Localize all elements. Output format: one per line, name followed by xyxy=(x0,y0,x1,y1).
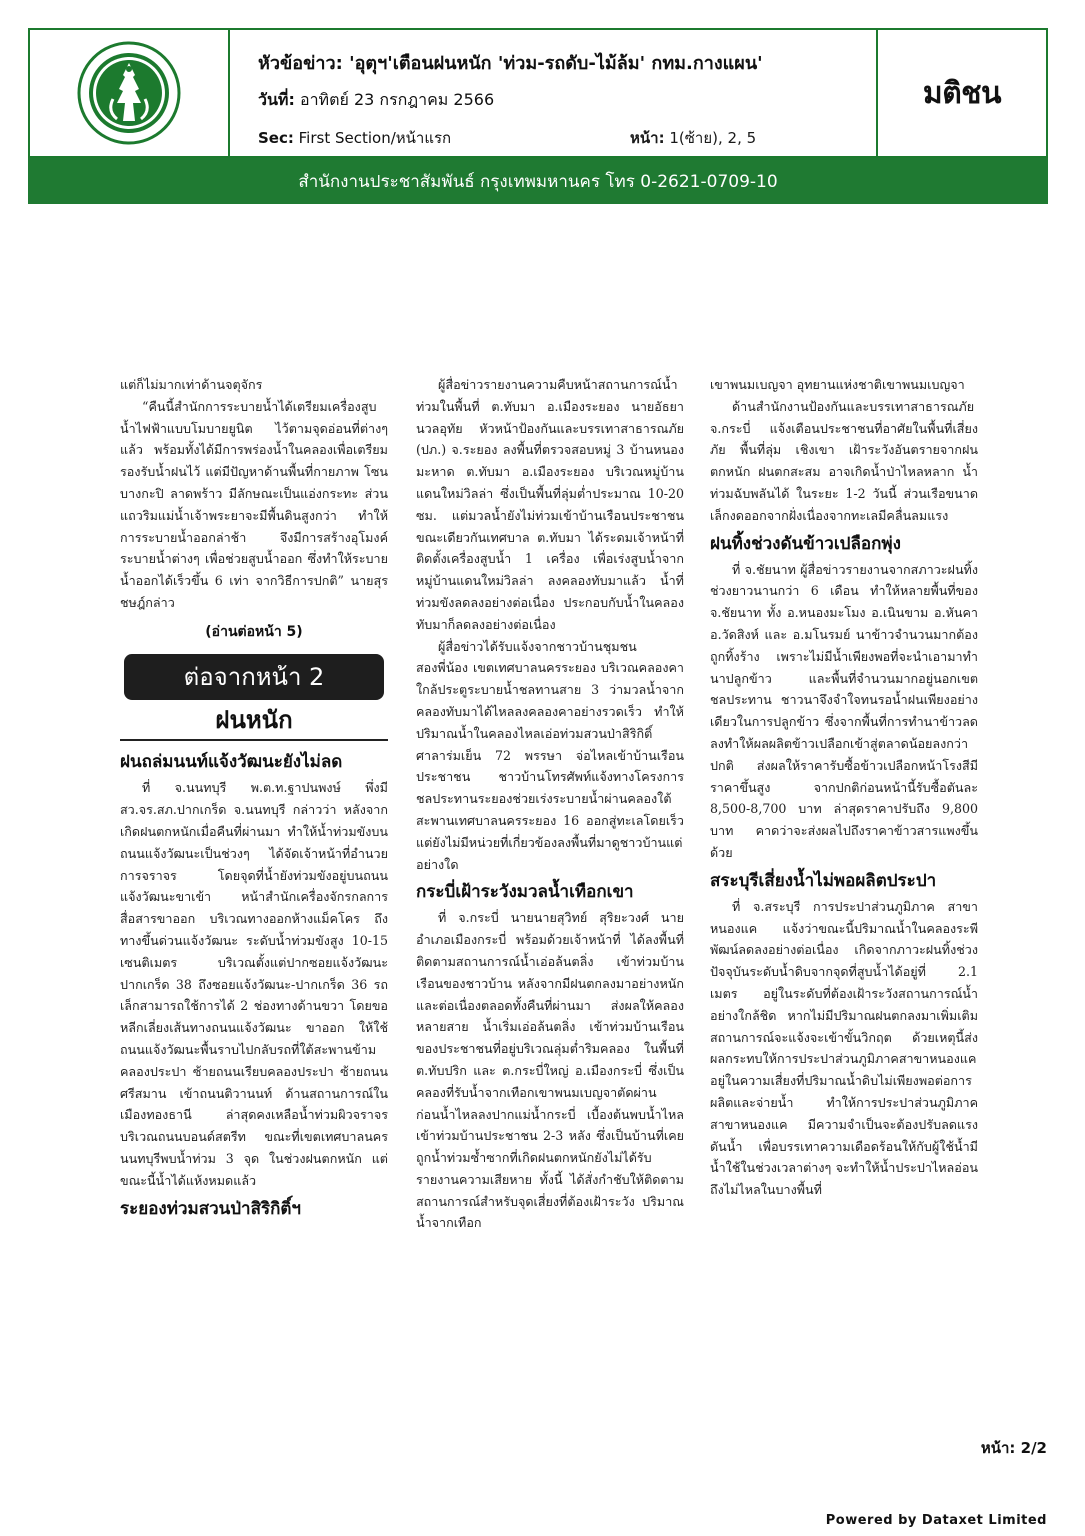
date-line xyxy=(258,88,494,113)
page-text: 1(ซ้าย), 2, 5 xyxy=(664,129,757,147)
read-more-note: (อ่านต่อหน้า 5) xyxy=(205,623,303,640)
logo-cell xyxy=(30,30,230,156)
continued-badge: ต่อจากหน้า 2 xyxy=(124,654,384,700)
section-title: ฝนหนัก xyxy=(120,710,388,742)
meta-cell xyxy=(230,30,878,156)
article-column-1 xyxy=(120,374,388,1224)
paragraph: เขาพนมเบญจา อุทยานแห่งชาติเขาพนมเบญจา xyxy=(710,377,965,392)
page-label: หน้า: xyxy=(630,129,665,147)
contact-banner: สำนักงานประชาสัมพันธ์ กรุงเทพมหานคร โทร 0-2621-0709-10 xyxy=(28,158,1048,204)
date-text: อาทิตย์ 23 กรกฎาคม 2566 xyxy=(294,90,495,109)
subheading: ฝนถล่มนนท์แจ้งวัฒนะยังไม่ลด xyxy=(120,752,343,773)
headline-label: หัวข้อข่าว: xyxy=(258,53,343,74)
subheading: กระบี่เฝ้าระวังมวลน้ำเทือกเขา xyxy=(416,882,634,903)
bangkok-seal-logo xyxy=(77,41,181,145)
paragraph: ที่ จ.ชัยนาท ผู้สื่อข่าวรายงานจากสภาวะฝนทิ้งช่วงยาวนานกว่า 6 เดือน ทำให้หลายพื้นที่ของ จ.ชัยนาท ทั้ง อ.หนองมะโมง อ.เนินขาม อ.หันคา อ.วัดสิงห์ และ อ.มโนรมย์ นาข้าวจำนวนมากต้องถูกทิ้งร้าง เพราะไม่มีน้ำเพียงพอที่จะนำเอามาทำนาปลูกข้าว และพื้นที่จำนวนมากอยู่นอกเขตชลประทาน ชาวนาจึงจำใจทนรอน้ำฝนเพียงอย่างเดียวในการปลูกข้าว ซึ่งจากพื้นที่การทำนาข้าวลดลงทำให้ผลผลิตข้าวเปลือกเข้าสู่ตลาดน้อยลงกว่าปกติ ส่งผลให้ราคารับซื้อข้าวเปลือกหน้าโรงสีมีราคาขึ้นสูง จากปกติก่อนหน้านี้รับซื้อตันละ 8,500-8,700 บาท ล่าสุดราคาปรับถึง 9,800 บาท คาดว่าจะส่งผลไปถึงราคาข้าวสารแพงขึ้นด้วย xyxy=(710,561,978,860)
paragraph: แต่ก็ไม่มากเท่าด้านจตุจักร xyxy=(120,377,263,392)
sec-label: Sec: xyxy=(258,129,294,147)
paragraph: “คืนนี้สำนักการระบายน้ำได้เตรียมเครื่องสูบน้ำไฟฟ้าแบบโมบายยูนิต ไว้ตามจุดอ่อนที่ต่างๆ แล้ว พร้อมทั้งได้มีการพร่องน้ำในคลองเพื่อเตรียมรองรับน้ำฝนไว้ แต่มีปัญหาด้านพื้นที่กายภาพ โซนบางกะปิ ลาดพร้าว มีลักษณะเป็นแอ่งกระทะ ส่วนแถวริมแม่น้ำเจ้าพระยาจะมีพื้นดินสูงกว่า ทำให้การระบายน้ำออกล่าช้า จึงมีการสร้างอุโมงค์ระบายน้ำต่างๆ เพื่อช่วยสูบน้ำออก ซึ่งทำให้ระบายน้ำออกได้เร็วขึ้น 6 เท่า จากวิธีการปกติ” นายสุรชษฎ์กล่าว xyxy=(120,398,388,610)
subheading: ระยองท่วมสวนป่าสิริกิติ์ฯ xyxy=(120,1198,301,1219)
paragraph: ที่ จ.สระบุรี การประปาส่วนภูมิภาค สาขาหนองแค แจ้งว่าขณะนี้ปริมาณน้ำในคลองระพีพัฒน์ลดลงอย่างต่อเนื่อง เกิดจากภาวะฝนทิ้งช่วง ปัจจุบันระดับน้ำดิบจากจุดที่สูบน้ำได้อยู่ที่ 2.1 เมตร อยู่ในระดับที่ต้องเฝ้าระวังสถานการณ์น้ำอย่างใกล้ชิด หากไม่มีปริมาณฝนตกลงมาเพิ่มเติม สถานการณ์จะแจ้งจะเข้าขั้นวิกฤต ด้วยเหตุนี้ส่งผลกระทบให้การประปาส่วนภูมิภาคสาขาหนองแค อยู่ในความเสี่ยงที่ปริมาณน้ำดิบไม่เพียงพอต่อการผลิตและจ่ายน้ำ ทำให้การประปาส่วนภูมิภาคสาขาหนองแค มีความจำเป็นจะต้องปรับลดแรงดันน้ำ เพื่อบรรเทาความเดือดร้อนให้กับผู้ใช้น้ำมีน้ำใช้ในช่วงเวลาต่างๆ จะทำให้น้ำประปาไหลอ่อนถึงไม่ไหลในบางพื้นที่ xyxy=(710,898,978,1198)
subheading: ฝนทิ้งช่วงดันข้าวเปลือกพุ่ง xyxy=(710,533,901,554)
headline xyxy=(258,48,763,77)
paragraph: ผู้สื่อข่าวรายงานความคืบหน้าสถานการณ์น้ำท่วมในพื้นที่ ต.ทับมา อ.เมืองระยอง นายอัธยา นวลอุทัย หัวหน้าป้องกันและบรรเทาสาธารณภัย (ปภ.) จ.ระยอง ลงพื้นที่ตรวจสอบหมู่ 3 บ้านหนองมะหาด ต.ทับมา อ.เมืองระยอง บริเวณหมู่บ้านแดนใหม่วิลล่า ซึ่งเป็นพื้นที่ลุ่มต่ำประมาณ 10-20 ซม. แต่มวลน้ำยังไม่ท่วมเข้าบ้านเรือนประชาชน ขณะเดียวกันเทศบาล ต.ทับมา ได้ระดมเจ้าหน้าที่ติดตั้งเครื่องสูบน้ำ 1 เครื่อง เพื่อเร่งสูบน้ำจากหมู่บ้านแดนใหม่วิลล่า ลงคลองทับมาแล้ว น้ำที่ท่วมขังลดลงอย่างต่อเนื่อง ประกอบกับน้ำในคลองทับมาก็ลดลงอย่างต่อเนื่อง xyxy=(416,377,684,632)
newspaper-name: มติชน xyxy=(922,75,1002,111)
paragraph: ด้านสำนักงานป้องกันและบรรเทาสาธารณภัย จ.กระบี่ แจ้งเตือนประชาชนที่อาศัยในพื้นที่เสี่ยงภัย พื้นที่ลุ่ม เชิงเขา เฝ้าระวังอันตรายจากฝนตกหนัก ฝนตกสะสม อาจเกิดน้ำป่าไหลหลาก น้ำท่วมฉับพลันได้ ในระยะ 1-2 วันนี้ ส่วนเรือขนาดเล็กงดออกจากฝั่งเนื่องจากทะเลมีคลื่นลมแรง xyxy=(710,398,978,523)
headline-text: 'อุตุฯ'เตือนฝนหนัก 'ท่วม-รถดับ-ไม้ล้ม' กทม.กางแผน' xyxy=(342,53,763,74)
clipping-header xyxy=(28,28,1048,158)
section-line xyxy=(258,126,451,150)
page-number: หน้า: 2/2 xyxy=(980,1439,1047,1457)
subheading: สระบุรีเสี่ยงน้ำไม่พอผลิตประปา xyxy=(710,870,937,891)
paragraph: ที่ จ.นนทบุรี พ.ต.ท.ฐาปนพงษ์ พึ่งมี สว.จร.สภ.ปากเกร็ด จ.นนทบุรี กล่าวว่า หลังจากเกิดฝนตกหนักเมื่อคืนที่ผ่านมา ทำให้น้ำท่วมขังบนถนนแจ้งวัฒนะเป็นช่วงๆ ได้จัดเจ้าหน้าที่อำนวยการจราจร โดยจุดที่น้ำยังท่วมขังอยู่บนถนนแจ้งวัฒนะขาเข้า หน้าสำนักเครื่องจักรกลการสื่อสารขาออก บริเวณทางออกห้างแม็คโคร ถึงทางขึ้นด่วนแจ้งวัฒนะ ระดับน้ำท่วมขังสูง 10-15 เซนติเมตร บริเวณตั้งแต่ปากซอยแจ้งวัฒนะ ปากเกร็ด 38 ถึงซอยแจ้งวัฒนะ-ปากเกร็ด 36 รถเล็กสามารถใช้การได้ 2 ช่องทางด้านขวา โดยขอหลีกเลี่ยงเส้นทางถนนแจ้งวัฒนะ ขาออก ให้ใช้ถนนแจ้งวัฒนะพื้นราบไปกลับรถที่ใต้สะพานข้ามคลองประปา ซ้ายถนนเรียบคลองประปา ซ้ายถนนศรีสมาน เข้าถนนติวานนท์ ด้านสถานการณ์ในเมืองทองธานี ล่าสุดคงเหลือน้ำท่วมผิวจราจรบริเวณถนนบอนด์สตรีท ขณะที่เขตเทศบาลนครนนทบุรีพบน้ำท่วม 3 จุด ในช่วงฝนตกหนัก แต่ขณะนี้น้ำได้แห้งหมดแล้ว xyxy=(120,780,388,1188)
sec-text: First Section/หน้าแรก xyxy=(293,129,452,147)
paragraph: ผู้สื่อข่าวได้รับแจ้งจากชาวบ้านชุมชนสองพี่น้อง เขตเทศบาลนครระยอง บริเวณคลองคาใกล้ประตูระบายน้ำชลทานสาย 3 ว่ามวลน้ำจากคลองทับมาได้ไหลลงคลองคาอย่างรวดเร็ว ทำให้ปริมาณน้ำในคลองไหลเอ่อท่วมสวนป่าสิริกิติ์ ศาลาร่มเย็น 72 พรรษา จ่อไหลเข้าบ้านเรือนประชาชน ชาวบ้านโทรศัพท์แจ้งทางโครงการชลประทานระยองช่วยเร่งระบายน้ำผ่านคลองใต้สะพานเทศบาลนครระยอง 16 ออกสู่ทะเลโดยเร็ว แต่ยังไม่มีหน่วยที่เกี่ยวข้องลงพื้นที่มาดูชาวบ้านแต่อย่างใด xyxy=(416,638,684,872)
article-column-3 xyxy=(710,374,978,1201)
page-line xyxy=(630,126,756,150)
paper-cell xyxy=(876,30,1046,156)
article-column-2 xyxy=(416,374,684,1234)
date-label: วันที่: xyxy=(258,90,295,109)
powered-by: Powered by Dataxet Limited xyxy=(825,1513,1047,1528)
paragraph: ที่ จ.กระบี่ นายนายสุวิทย์ สุริยะวงศ์ นายอำเภอเมืองกระบี่ พร้อมด้วยเจ้าหน้าที่ ได้ลงพื้นที่ติดตามสถานการณ์น้ำเอ่อล้นตลิ่ง เข้าท่วมบ้านเรือนของชาวบ้าน หลังจากมีฝนตกลงมาอย่างหนักและต่อเนื่องตลอดทั้งคืนที่ผ่านมา ส่งผลให้คลองหลายสาย น้ำเริ่มเอ่อล้นตลิ่ง เข้าท่วมบ้านเรือนของประชาชนที่อยู่บริเวณลุ่มต่ำริมคลอง ในพื้นที่ ต.ทับปริก และ ต.กระบี่ใหญ่ อ.เมืองกระบี่ ซึ่งเป็นคลองที่รับน้ำจากเทือกเขาพนมเบญจาตัดผ่าน ก่อนน้ำไหลลงปากแม่น้ำกระบี่ เบื้องต้นพบน้ำไหลเข้าท่วมบ้านประชาชน 2-3 หลัง ซึ่งเป็นบ้านที่เคยถูกน้ำท่วมซ้ำซากที่เกิดฝนตกหนักยังไม่ได้รับรายงานความเสียหาย ทั้งนี้ ได้สั่งกำชับให้ติดตามสถานการณ์สำหรับจุดเสี่ยงที่ต้องเฝ้าระวัง ปริมาณน้ำจากเทือก xyxy=(416,910,684,1231)
